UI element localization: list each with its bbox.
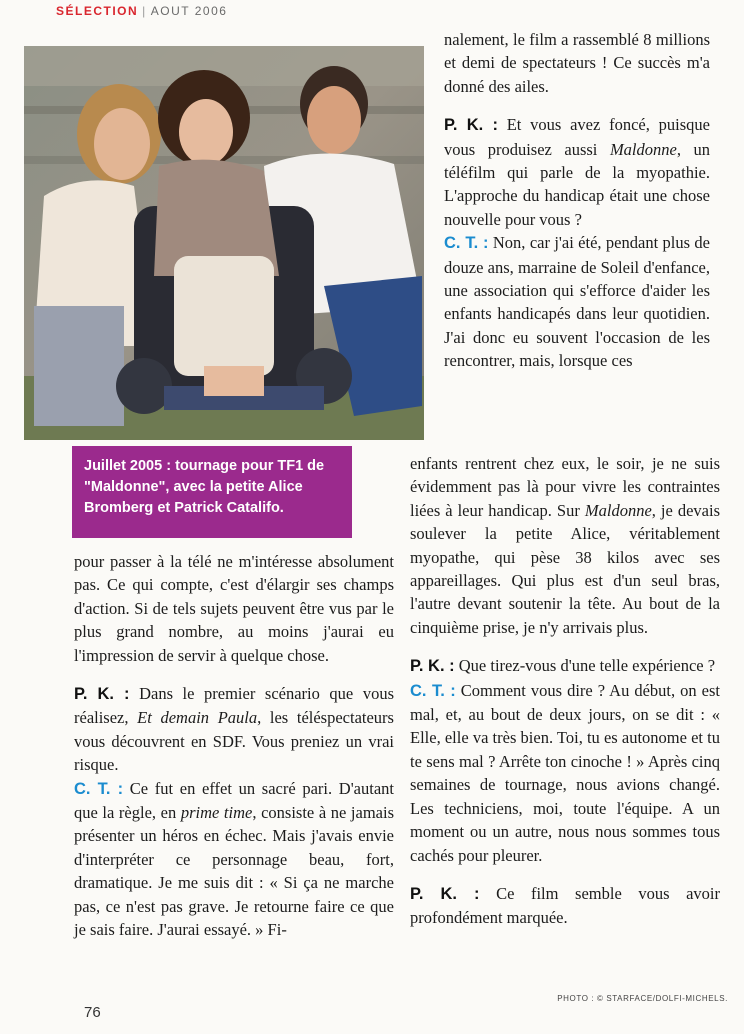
answer-paragraph bbox=[74, 777, 394, 942]
question-paragraph bbox=[74, 682, 394, 777]
text-run: Non, car j'ai été, pendant plus de douze ans, marraine de Soleil d'enfance, une association qui s'efforce d'aider les enfants handicapés dans leur quotidien. J'ai donc eu souvent l'occasion de les rencontrer, mais, lorsque ces bbox=[444, 233, 710, 371]
section-label: SÉLECTION bbox=[56, 4, 139, 18]
film-title: Maldonne bbox=[584, 500, 652, 520]
answer-paragraph bbox=[444, 231, 710, 372]
film-title: Et demain Paula bbox=[137, 708, 258, 728]
paragraph: pour passer à la télé ne m'intéresse absolument pas. Ce qui compte, c'est d'élargir ses champs d'action. Si de tels sujets peuvent être vus par le plus grand nombre, au moins j'aurai eu l'impression de servir à quelque chose. bbox=[74, 552, 394, 665]
question-paragraph bbox=[410, 654, 720, 678]
text-run: Et vous avez foncé, puisque vous produisez aussi bbox=[444, 115, 710, 159]
page-header bbox=[56, 4, 227, 18]
text-run: , consiste à ne jamais présenter un héros en échec. Mais j'avais envie d'interpréter ce personnage beau, fort, dramatique. Je me suis dit : « Si ça ne marche pas, ce n'est pas grave. Je retourne faire ce que je sais faire. J'aurai essayé. » Fi- bbox=[74, 803, 395, 940]
photo-caption: Juillet 2005 : tournage pour TF1 de "Maldonne", avec la petite Alice Bromberg et Patrick Catalifo. bbox=[72, 446, 352, 538]
speaker-pk: P. K. : bbox=[444, 116, 498, 135]
text-run: , je devais soulever la petite Alice, véritablement myopathe, qui pèse 38 kilos avec ses appareillages. Qui plus est d'un seul bras, l'autre devant soutenir la tête. Au bout de la cinquième prise, je n'y arrivais plus. bbox=[410, 500, 720, 637]
speaker-ct: C. T. : bbox=[410, 681, 456, 700]
emphasis: prime time bbox=[180, 803, 253, 823]
speaker-pk: P. K. : bbox=[410, 884, 480, 903]
header-separator: | bbox=[142, 4, 147, 18]
text-run: Comment vous dire ? Au début, on est mal, et, au bout de deux jours, on se dit : « Elle, elle va très bien. Toi, tu es autonome et tu te sens mal ? Arrête ton cinoche ! » Après cinq semaines de tournage, nous avions changé. Les techniciens, moi, toute l'équipe. A un moment ou un autre, nous nous sommes tous cachés pour pleurer. bbox=[410, 680, 720, 865]
question-paragraph bbox=[410, 882, 720, 930]
question-paragraph bbox=[444, 113, 710, 231]
film-title: Maldonne bbox=[609, 139, 677, 159]
answer-paragraph bbox=[410, 679, 720, 867]
speaker-ct: C. T. : bbox=[444, 234, 489, 253]
article-photo bbox=[24, 46, 424, 440]
text-run: Que tirez-vous d'une telle expérience ? bbox=[454, 656, 716, 676]
text-run: enfants rentrent chez eux, le soir, je ne suis évidemment pas là pour vivre les contraintes liées à leur handicap. Sur bbox=[410, 454, 720, 520]
speaker-pk: P. K. : bbox=[74, 685, 130, 704]
right-column bbox=[410, 452, 720, 930]
right-column-top bbox=[444, 28, 710, 373]
issue-date: AOUT 2006 bbox=[150, 4, 228, 18]
speaker-pk: P. K. : bbox=[410, 657, 455, 676]
speaker-ct: C. T. : bbox=[74, 779, 124, 798]
text-run: Ce fut en effet un sacré pari. D'autant que la règle, en bbox=[74, 778, 394, 823]
answer-continuation bbox=[410, 452, 720, 639]
text-run: , un téléfilm qui parle de la myopathie. L'approche du handicap était une chose nouvelle pour vous ? bbox=[444, 139, 711, 229]
text-run: , les téléspectateurs vous découvrent en SDF. Vous preniez un vrai risque. bbox=[74, 708, 394, 775]
paragraph: nalement, le film a rassemblé 8 millions et demi de spectateurs ! Ce succès m'a donné des ailes. bbox=[444, 30, 710, 96]
page-number: 76 bbox=[84, 1004, 101, 1021]
text-run: Dans le premier scénario que vous réalisez, bbox=[74, 684, 394, 728]
photo-credit: PHOTO : © STARFACE/DOLFI-MICHELS. bbox=[557, 994, 728, 1003]
text-run: Ce film semble vous avoir profondément marquée. bbox=[410, 883, 720, 928]
left-column bbox=[74, 550, 394, 942]
